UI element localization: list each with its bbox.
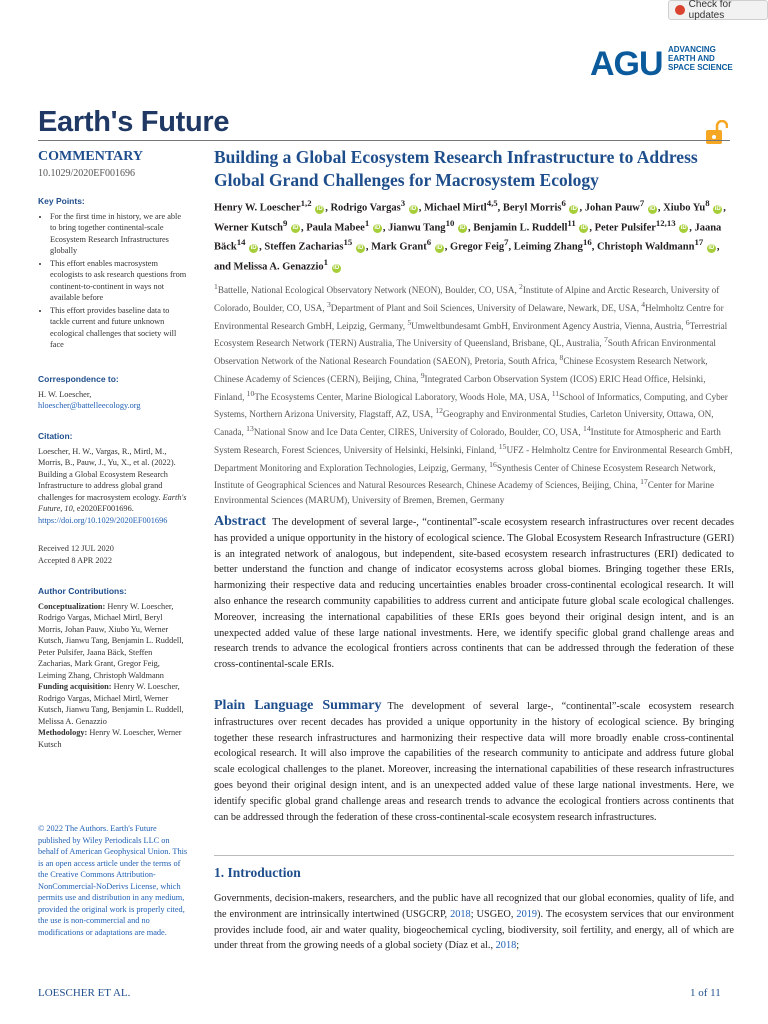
- contribution-names: Henry W. Loescher, Rodrigo Vargas, Michael Mirtl, Beryl Morris, Johan Pauw, Xiubo Yu, Werner Kutsch, Jianwu Tang, Benjamin L. Ruddell, Peter Pulsifer, Jaana Bäck, Steffen Zacharias, Mark Grant, Gregor Feig, Leiming Zhang, Christoph Waldmann: [38, 601, 184, 680]
- accepted-date: Accepted 8 APR 2022: [38, 555, 112, 565]
- key-point-item: • For the first time in history, we are able to bring together continental-scale Ecosystem Research Infrastructures globally: [50, 211, 188, 257]
- contribution-names: Henry W. Loescher, Werner Kutsch: [38, 728, 182, 749]
- article-title: Building a Global Ecosystem Research Infrastructure to Address Global Grand Challenges for Macrosystem Ecology: [214, 147, 698, 190]
- article-dates: [38, 543, 188, 566]
- article-doi: 10.1029/2020EF001696: [38, 168, 135, 179]
- citation-journal: Earth's Future, 10: [38, 492, 187, 513]
- check-updates-icon: [675, 5, 685, 15]
- license-notice: © 2022 The Authors. Earth's Future published by Wiley Periodicals LLC on behalf of American Geophysical Union. This is an open access article under the terms of the Creative Commons Attribution-NonCommercial-NoDerivs License, which permits use and distribution in any medium, provided the original work is properly cited, the use is non-commercial and no modifications or adaptations are made.: [38, 824, 188, 937]
- key-points-heading: Key Points:: [38, 196, 85, 206]
- journal-name: Earth's Future: [38, 106, 230, 138]
- citation-doi-link[interactable]: https://doi.org/10.1029/2020EF001696: [38, 515, 168, 525]
- key-point-item: • This effort provides baseline data to tackle current and future unknown ecological challenges that society will face: [50, 305, 188, 351]
- abstract: [214, 514, 734, 673]
- abstract-text: The development of several large-, “continental”-scale ecosystem research infrastructures over recent decades has provided a unique opportunity in the history of ecological science. The Global Ecosystem Research Infrastructure (GERI) is an integrated network of analogous, but independent, site-based ecosystem research infrastructures (ERI) dedicated to better understand the function and change of indicator ecosystems across global biomes. Bringing together these ERIs, harmonizing their respective data and reducing uncertainties enables broader cross-continental ecological research. It will also enhance the research community capabilities to address current and anticipate future global scale ecological challenges. Moreover, increasing the international capabilities of these ERIs goes beyond their original design intent, and is an unexpected added value of these large national investments. Here, we identify specific global grand challenge areas and research trends to advance the ecological frontiers across continents that can be addressed through the federation of these cross-continental-scale ERIs.: [214, 517, 734, 671]
- contributions-heading: Author Contributions:: [38, 586, 127, 596]
- correspondence-email-link[interactable]: hloescher@battelleecology.org: [38, 401, 141, 410]
- correspondence-heading: Correspondence to:: [38, 374, 119, 384]
- contribution-item: [38, 681, 188, 727]
- plain-summary-heading: Plain Language Summary: [214, 698, 382, 713]
- page-number: 1 of 11: [690, 987, 721, 999]
- open-access-lock-icon: [704, 120, 728, 146]
- check-for-updates-button[interactable]: [668, 0, 768, 20]
- plain-summary-text: The development of several large-, “continental”-scale ecosystem research infrastructures over recent decades has provided a unique opportunity in the history of ecological science. By bringing together these research infrastructures and harmonizing their respective data will more broadly enable cross-continental ecological research. It will also improve the capabilities of the research community to anticipate and address future global scale ecological challenges to the planet. Moreover, increasing the international capabilities of these research infrastructures goes beyond their original design intent, and is an unexpected added value of these large national investments. Here, we identify specific global grand challenge areas and research trends to advance the ecological frontiers across continents that can be addressed through the federation of these cross-continental-scale ecosystem research infrastructures.: [214, 701, 734, 823]
- contribution-role: Conceptualization:: [38, 601, 106, 611]
- contribution-role: Methodology:: [38, 728, 88, 737]
- received-date: Received 12 JUL 2020: [38, 544, 114, 553]
- section-divider: [214, 855, 734, 856]
- svg-text:AGU: AGU: [590, 45, 663, 82]
- affiliations: $^1$Battelle, National Ecological Observatory Network (NEON), Boulder, CO, USA, $^2$Institute of Alpine and Arctic Research, University of Colorado, Boulder, CO, USA, $^3$Department of Plant and Soil Sciences, University of Delaware, Newark, DE, USA, $^4$Helmholtz Centre for Environmental Research GmbH, Leipzig, Germany, $^5$Umweltbundesamt GmbH, Environment Agency Austria, Vienna, Austria, $^6$Terrestrial Ecosystem Research Network (TERN) Australia, The University of Queensland, Brisbane, QL, Australia, $^7$South African Environmental Observation Network of the National Research Foundation (SAEON), Pretoria, South Africa, $^8$Chinese Ecosystem Research Network, Chinese Academy of Sciences (CERN), Beijing, China, $^9$Integrated Carbon Observation System (ICOS) ERIC Head Office, Helsinki, Finland, $^{10}$The Ecosystems Center, Marine Biological Laboratory, Woods Hole, MA, USA, $^{11}$School of Informatics, Computing, and Cyber Systems, Northern Arizona University, Flagstaff, AZ, USA, $^{12}$Geography and Environmental Studies, Carleton University, Ottawa, ON, Canada, $^{13}$National Snow and Ice Data Center, CIRES, University of Colorado, Boulder, CO, USA, $^{14}$Institute for Atmospheric and Earth System Research, Forest Sciences, University of Helsinki, Helsinki, Finland, $^{15}$UFZ - Helmholtz Centre for Environmental Research GmbH, Department Monitoring and Exploration Technologies, Leipzig, Germany, $^{16}$Synthesis Center of Chinese Ecosystem Research Network, Institute of Geographical Sciences and Natural Resources Research, Chinese Academy of Sciences, Beijing, China, $^{17}$Center for Marine Environmental Sciences (MARUM), University of Bremen, Bremen, Germany: [214, 282, 733, 506]
- author-contributions: [38, 586, 188, 750]
- header-rule: [38, 140, 730, 141]
- plain-language-summary: [214, 698, 734, 825]
- article-type: COMMENTARY: [38, 149, 144, 164]
- citation-heading: Citation:: [38, 431, 73, 441]
- agu-tagline-line: SPACE SCIENCE: [668, 63, 733, 72]
- abstract-heading: Abstract: [214, 514, 267, 529]
- correspondence-name: H. W. Loescher,: [38, 389, 92, 399]
- contribution-names: Henry W. Loescher, Rodrigo Vargas, Michael Mirtl, Werner Kutsch, Jianwu Tang, Benjamin L. Ruddell, Melissa A. Genazzio: [38, 682, 184, 726]
- agu-tagline-line: ADVANCING: [668, 45, 716, 54]
- introduction-text: Governments, decision-makers, researchers, and the public have all recognized that our global economies, quality of life, and the environment are intrinsically intertwined (USGCRP, 2018; USGEO, 2019). The ecosystem services that our environment provides include food, air and water quality, biogeochemical cycling, biodiversity, soil fertility, and energy, all of which are under threat from the growing needs of a global society (Díaz et al., 2018;: [214, 893, 734, 952]
- contribution-item: [38, 601, 188, 682]
- correspondence: [38, 374, 188, 412]
- introduction-heading: 1. Introduction: [214, 865, 301, 880]
- contribution-role: Funding acquisition:: [38, 682, 112, 691]
- agu-tagline: [668, 45, 733, 72]
- citation-text: Loescher, H. W., Vargas, R., Mirtl, M., Morris, B., Pauw, J., Yu, X., et al. (2022). Building a Global Ecosystem Research Infrastructure to address global grand challenges for macrosystem ecology.: [38, 446, 176, 502]
- citation: [38, 431, 188, 526]
- key-points: [38, 196, 188, 352]
- key-point-item: • This effort enables macrosystem ecologists to ask research questions from continent-to-continent in ways not available before: [50, 258, 188, 304]
- check-updates-label: Check for updates: [688, 0, 732, 21]
- footer-authors: LOESCHER ET AL.: [38, 987, 131, 999]
- agu-tagline-line: EARTH AND: [668, 54, 715, 63]
- citation-article-id: , e2020EF001696.: [72, 504, 134, 513]
- author-list: Henry W. Loescher$^{1,2}$ iD , Rodrigo Vargas$^3$ iD , Michael Mirtl$^{4,5}$, Beryl Morris$^6$ iD , Johan Pauw$^7$ iD , Xiubo Yu$^8$ iD , Werner Kutsch$^9$ iD , Paula Mabee$^1$ iD , Jianwu Tang$^{10}$ iD , Benjamin L. Ruddell$^{11}$ iD , Peter Pulsifer$^{12,13}$ iD , Jaana Bäck$^{14}$ iD , Steffen Zacharias$^{15}$ iD , Mark Grant$^6$ iD , Gregor Feig$^7$, Leiming Zhang$^{16}$, Christoph Waldmann$^{17}$ iD , and Melissa A. Genazzio$^1$ iD: [214, 198, 726, 273]
- contribution-item: [38, 727, 188, 750]
